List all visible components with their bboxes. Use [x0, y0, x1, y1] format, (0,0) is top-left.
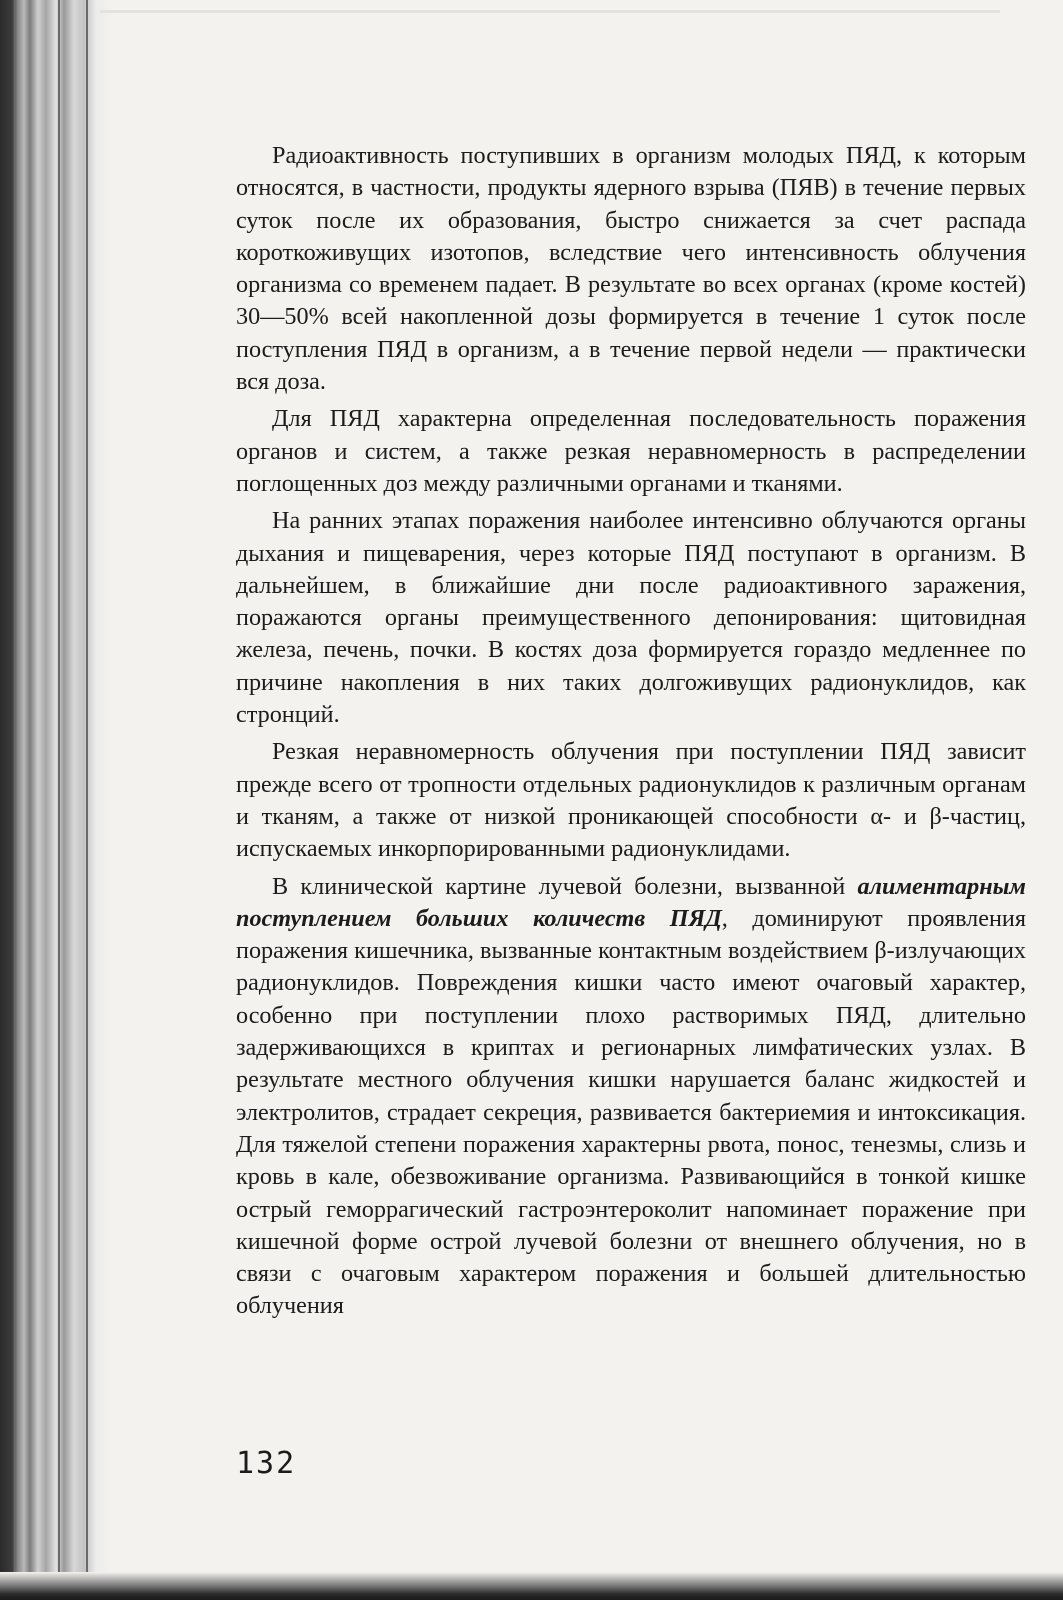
gutter-line	[86, 0, 88, 1600]
paragraph-4: Резкая неравномерность облучения при поступлении ПЯД зависит прежде всего от тропности отдельных радионуклидов к различным органам и тканям, а также от низкой проникающей способности α- и β-частиц, испускаемых инкорпорированными радионуклидами.	[236, 738, 1026, 863]
page-body	[236, 140, 1026, 1328]
paragraph-2: Для ПЯД характерна определенная последовательность поражения органов и систем, а также резкая неравномерность в распределении поглощенных доз между различными органами и тканями.	[236, 405, 1026, 497]
gutter-line	[14, 0, 16, 1600]
page-number: 132	[236, 1446, 297, 1481]
page-top-edge	[100, 10, 1000, 13]
gutter-line	[58, 0, 60, 1600]
paragraph-1: Радиоактивность поступивших в организм молодых ПЯД, к которым относятся, в частности, продукты ядерного взрыва (ПЯВ) в течение первых суток после их образования, быстро снижается за счет распада короткоживущих изотопов, вследствие чего интенсивность облучения организма со временем падает. В результате во всех органах (кроме костей) 30—50% всей накопленной дозы формируется в течение 1 суток после поступления ПЯД в организм, а в течение первой недели — практически вся доза.	[236, 142, 1026, 396]
paragraph-5	[236, 871, 1026, 1323]
emphasized-term: алиментарным поступлением больших количеств ПЯД	[236, 872, 1026, 932]
page-bottom-edge	[0, 1572, 1063, 1600]
paragraph-5-lead: В клинической картине лучевой болезни, вызванной	[272, 872, 858, 900]
book-gutter	[0, 0, 112, 1600]
paragraph-3: На ранних этапах поражения наиболее интенсивно облучаются органы дыхания и пищеварения, через которые ПЯД поступают в организм. В дальнейшем, в ближайшие дни после радиоактивного заражения, поражаются органы преимущественного депонирования: щитовидная железа, печень, почки. В костях доза формируется гораздо медленнее по причине накопления в них таких долгоживущих радионуклидов, как стронций.	[236, 507, 1026, 729]
paragraph-5-rest: , доминируют проявления поражения кишечника, вызванные контактным воздействием β-излучающих радионуклидов. Повреждения кишки часто имеют очаговый характер, особенно при поступлении плохо растворимых ПЯД, длительно задерживающихся в криптах и регионарных лимфатических узлах. В результате местного облучения кишки нарушается баланс жидкостей и электролитов, страдает секреция, развивается бактериемия и интоксикация. Для тяжелой степени поражения характерны рвота, понос, тенезмы, слизь и кровь в кале, обезвоживание организма. Развивающийся в тонкой кишке острый геморрагический гастроэнтероколит напоминает поражение при кишечной форме острой лучевой болезни от внешнего облучения, но в связи с очаговым характером поражения и большей длительностью облучения	[236, 904, 1027, 1320]
